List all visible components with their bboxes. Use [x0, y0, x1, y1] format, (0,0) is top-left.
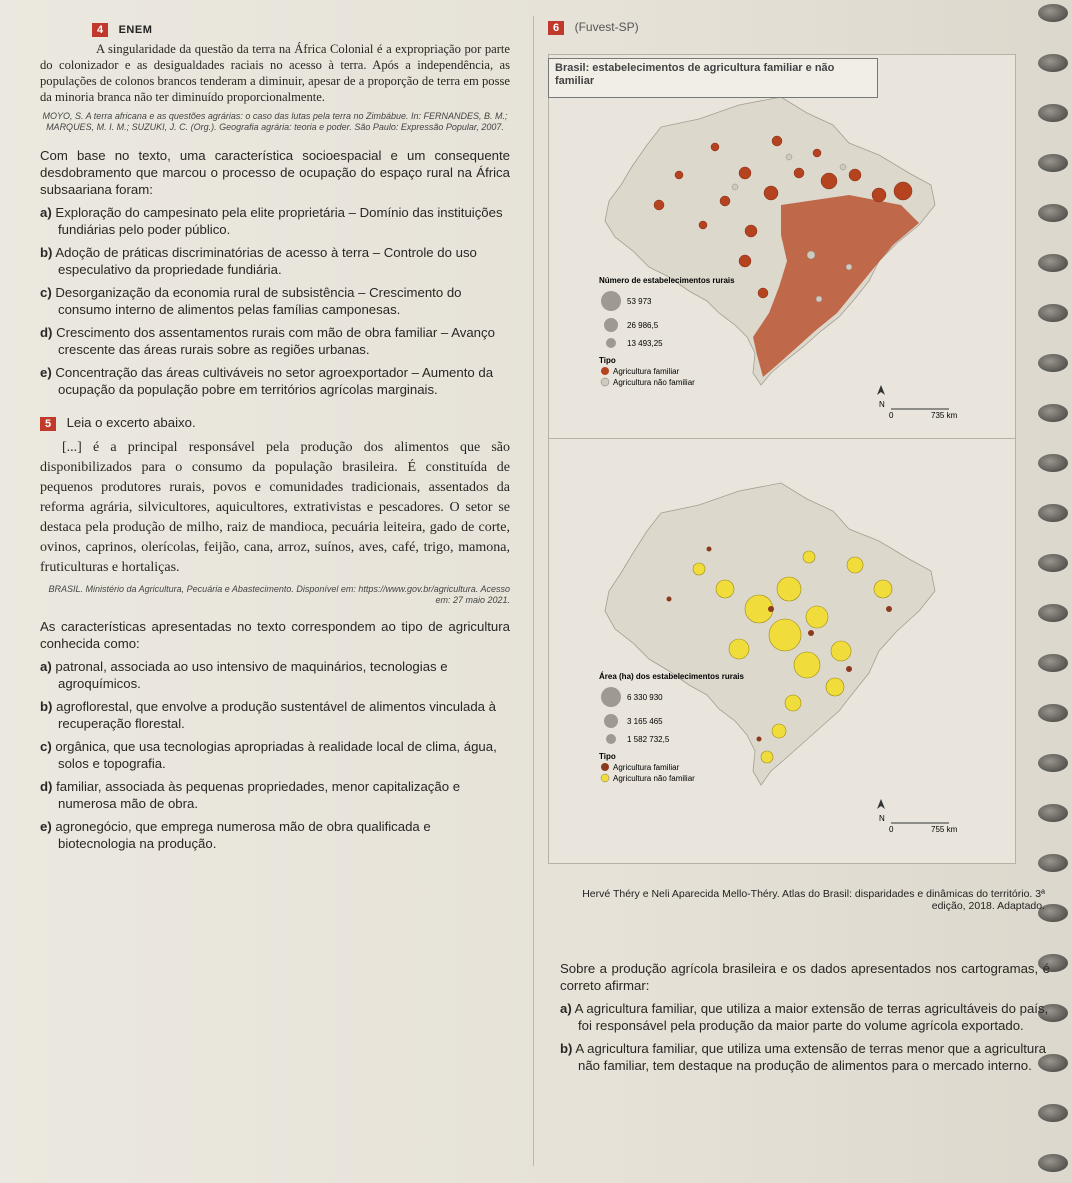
q4-option-a[interactable] — [40, 204, 510, 238]
family-bubble — [846, 666, 852, 672]
nonfamily-bubble — [785, 695, 801, 711]
family-bubble — [654, 200, 664, 210]
legend-nonfamily-swatch — [601, 378, 609, 386]
option-text: orgânica, que usa tecnologias apropriadas à realidade local de clima, água, solos e topografia. — [55, 739, 497, 771]
nonfamily-bubble — [786, 154, 792, 160]
family-bubble — [707, 547, 712, 552]
nonfamily-bubble — [732, 184, 738, 190]
binding-ring — [1038, 1154, 1068, 1172]
q5-option-d[interactable] — [40, 778, 510, 812]
q6-option-b[interactable] — [560, 1040, 1050, 1074]
question-source: (Fuvest-SP) — [574, 20, 639, 34]
north-label: N — [879, 400, 885, 409]
family-bubble — [894, 182, 912, 200]
q4-citation: MOYO, S. A terra africana e as questões agrárias: o caso das lutas pela terra no Zimbábue. In: FERNANDES, B. M.; MARQUES, M. I. M.; SUZUKI, J. C. (Org.). Geografia agrária: teoria e poder. São Paulo: Expressão Popular, 2007. — [42, 111, 508, 132]
north-arrow-icon — [877, 799, 885, 809]
q4-option-e[interactable] — [40, 364, 510, 398]
legend-nonfamily-label: Agricultura não familiar — [613, 774, 695, 783]
question-5-header — [40, 414, 510, 432]
option-letter: c) — [40, 285, 52, 300]
binding-ring — [1038, 204, 1068, 222]
nonfamily-bubble — [816, 296, 822, 302]
option-letter: a) — [40, 659, 52, 674]
legend-family-swatch — [601, 367, 609, 375]
nonfamily-bubble — [806, 606, 828, 628]
question-4-header — [92, 20, 510, 38]
legend-family-label: Agricultura familiar — [613, 367, 680, 376]
legend-type-title: Tipo — [599, 752, 616, 761]
family-bubble — [849, 169, 861, 181]
binding-ring — [1038, 804, 1068, 822]
nonfamily-bubble — [794, 652, 820, 678]
binding-ring — [1038, 1104, 1068, 1122]
family-bubble — [675, 171, 683, 179]
q5-prompt: As características apresentadas no texto correspondem ao tipo de agricultura conhecida como: — [40, 619, 510, 651]
option-letter: b) — [40, 699, 53, 714]
family-bubble — [764, 186, 778, 200]
binding-ring — [1038, 54, 1068, 72]
map-title: Brasil: estabelecimentos de agricultura familiar e não familiar — [548, 58, 878, 98]
q4-passage: A singularidade da questão da terra na África Colonial é a expropriação por parte do colonizador e as desigualdades raciais no acesso à terra. Após a independência, as populações de colonos brancos tenderam a diminuir, apesar de a proporção de terra em posse da minoria branca não ter diminuído proporcionalmente. — [40, 42, 510, 104]
binding-ring — [1038, 304, 1068, 322]
nonfamily-bubble — [826, 678, 844, 696]
q5-option-e[interactable] — [40, 818, 510, 852]
binding-ring — [1038, 354, 1068, 372]
option-text: Adoção de práticas discriminatórias de acesso à terra – Controle do uso especulativo da propriedade fundiária. — [55, 245, 477, 277]
nonfamily-bubble — [807, 251, 815, 259]
option-text: Exploração do campesinato pela elite proprietária – Domínio das instituições fundiárias pelo poder público. — [55, 205, 503, 237]
nonfamily-bubble — [729, 639, 749, 659]
question-number: 4 — [92, 23, 108, 37]
family-bubble — [813, 149, 821, 157]
binding-ring — [1038, 754, 1068, 772]
family-bubble — [739, 255, 751, 267]
question-6-header — [548, 18, 639, 36]
option-letter: d) — [40, 779, 53, 794]
q5-citation: BRASIL. Ministério da Agricultura, Pecuária e Abastecimento. Disponível em: https://www.gov.br/agricultura. Acesso em: 27 maio 2021. — [48, 584, 510, 605]
nonfamily-bubble — [803, 551, 815, 563]
option-letter: b) — [560, 1041, 573, 1056]
binding-ring — [1038, 704, 1068, 722]
option-text: Concentração das áreas cultiváveis no setor agroexportador – Aumento da ocupação da população pobre em territórios agrícolas marginais. — [55, 365, 494, 397]
left-column — [40, 20, 510, 852]
legend-family-label: Agricultura familiar — [613, 763, 680, 772]
family-bubble — [886, 606, 892, 612]
column-divider — [533, 16, 534, 1166]
family-bubble — [667, 597, 672, 602]
option-text: agronegócio, que emprega numerosa mão de obra qualificada e biotecnologia na produção. — [55, 819, 431, 851]
binding-ring — [1038, 654, 1068, 672]
legend-nonfamily-label: Agricultura não familiar — [613, 378, 695, 387]
binding-ring — [1038, 854, 1068, 872]
nonfamily-bubble — [846, 264, 852, 270]
map-1-svg — [549, 55, 1015, 439]
binding-ring — [1038, 604, 1068, 622]
family-bubble — [758, 288, 768, 298]
nonfamily-bubble — [769, 619, 801, 651]
scale-zero: 0 — [889, 825, 894, 834]
q5-options — [40, 658, 510, 852]
family-bubble — [794, 168, 804, 178]
family-bubble — [772, 136, 782, 146]
legend-bubble-large — [601, 291, 621, 311]
legend-value: 1 582 732,5 — [627, 735, 670, 744]
family-bubble — [757, 737, 762, 742]
family-bubble — [808, 630, 814, 636]
legend-value: 26 986,5 — [627, 321, 659, 330]
maps-caption: Hervé Théry e Neli Aparecida Mello-Théry. Atlas do Brasil: disparidades e dinâmicas do território. 3ª edição, 2018. Adaptado. — [582, 888, 1045, 912]
option-letter: b) — [40, 245, 53, 260]
map-2-north-scale — [877, 799, 958, 834]
legend-value: 3 165 465 — [627, 717, 663, 726]
legend-bubble-small — [606, 734, 616, 744]
binding-ring — [1038, 554, 1068, 572]
legend-bubble-medium — [604, 318, 618, 332]
family-bubble — [711, 143, 719, 151]
option-letter: e) — [40, 365, 52, 380]
scale-zero: 0 — [889, 411, 894, 420]
family-bubble — [768, 606, 774, 612]
q4-option-d[interactable] — [40, 324, 510, 358]
right-column — [560, 960, 1050, 1074]
q5-option-b[interactable] — [40, 698, 510, 732]
legend-bubble-large — [601, 687, 621, 707]
q6-option-a[interactable] — [560, 1000, 1050, 1034]
option-letter: e) — [40, 819, 52, 834]
legend-title: Área (ha) dos estabelecimentos rurais — [599, 672, 744, 681]
q5-passage: [...] é a principal responsável pela produção dos alimentos que são disponibilizados para o consumo da população brasileira. É constituída de pequenos produtores rurais, povos e comunidades tradicionais, assentados da reforma agrária, silvicultores, aquicultores, extrativistas e pescadores. O setor se destaca pela produção de milho, raiz de mandioca, pecuária leiteira, gado de corte, ovinos, caprinos, olerícolas, feijão, cana, arroz, suínos, aves, café, trigo, mamona, fruticulturas e hortaliças. — [40, 440, 510, 575]
question-number: 6 — [548, 21, 564, 35]
map-2-svg — [549, 439, 1015, 863]
binding-ring — [1038, 504, 1068, 522]
option-text: familiar, associada às pequenas propriedades, menor capitalização e numerosa mão de obra. — [56, 779, 461, 811]
q5-option-c[interactable] — [40, 738, 510, 772]
option-letter: a) — [560, 1001, 572, 1016]
question-source: ENEM — [118, 24, 153, 36]
legend-bubble-small — [606, 338, 616, 348]
q4-option-b[interactable] — [40, 244, 510, 278]
scale-km: 755 km — [931, 825, 958, 834]
option-text: patronal, associada ao uso intensivo de maquinários, tecnologias e agroquímicos. — [55, 659, 448, 691]
q4-prompt: Com base no texto, uma característica socioespacial e um consequente desdobramento que marcou o processo de ocupação do espaço rural na África subsaariana foram: — [40, 148, 510, 197]
family-bubble — [739, 167, 751, 179]
family-bubble — [699, 221, 707, 229]
question-number: 5 — [40, 417, 56, 431]
nonfamily-bubble — [772, 724, 786, 738]
q4-option-c[interactable] — [40, 284, 510, 318]
nonfamily-bubble — [693, 563, 705, 575]
nonfamily-bubble — [840, 164, 846, 170]
legend-value: 6 330 930 — [627, 693, 663, 702]
legend-value: 13 493,25 — [627, 339, 663, 348]
nonfamily-bubble — [777, 577, 801, 601]
scale-km: 735 km — [931, 411, 958, 420]
binding-ring — [1038, 454, 1068, 472]
map-1-north-scale — [877, 385, 958, 420]
legend-family-swatch — [601, 763, 609, 771]
legend-type-title: Tipo — [599, 356, 616, 365]
binding-ring — [1038, 104, 1068, 122]
legend-nonfamily-swatch — [601, 774, 609, 782]
binding-ring — [1038, 154, 1068, 172]
q5-intro: Leia o excerto abaixo. — [66, 415, 196, 430]
map-family-establishments — [548, 54, 1016, 440]
family-bubble — [821, 173, 837, 189]
option-text: agroflorestal, que envolve a produção sustentável de alimentos vinculada à recuperação florestal. — [56, 699, 496, 731]
nonfamily-bubble — [831, 641, 851, 661]
option-text: A agricultura familiar, que utiliza a maior extensão de terras agricultáveis do país, foi responsável pela produção da maior parte do volume agrícola exportado. — [574, 1001, 1049, 1033]
option-text: Crescimento dos assentamentos rurais com mão de obra familiar – Avanço crescente das áreas rurais sobre as regiões urbanas. — [56, 325, 495, 357]
nonfamily-bubble — [716, 580, 734, 598]
q5-option-a[interactable] — [40, 658, 510, 692]
option-text: A agricultura familiar, que utiliza uma extensão de terras menor que a agricultura não familiar, tem destaque na produção de alimentos para o mercado interno. — [575, 1041, 1046, 1073]
option-letter: c) — [40, 739, 52, 754]
north-label: N — [879, 814, 885, 823]
binding-ring — [1038, 404, 1068, 422]
legend-value: 53 973 — [627, 297, 652, 306]
legend-bubble-medium — [604, 714, 618, 728]
legend-title: Número de estabelecimentos rurais — [599, 276, 735, 285]
map-family-area — [548, 438, 1016, 864]
nonfamily-bubble — [874, 580, 892, 598]
binding-ring — [1038, 4, 1068, 22]
north-arrow-icon — [877, 385, 885, 395]
q4-options — [40, 204, 510, 398]
option-text: Desorganização da economia rural de subsistência – Crescimento do consumo interno de alimentos pelas famílias camponesas. — [55, 285, 462, 317]
option-letter: d) — [40, 325, 53, 340]
family-bubble — [720, 196, 730, 206]
q6-prompt: Sobre a produção agrícola brasileira e os dados apresentados nos cartogramas, é correto afirmar: — [560, 961, 1050, 993]
nonfamily-bubble — [847, 557, 863, 573]
option-letter: a) — [40, 205, 52, 220]
family-bubble — [872, 188, 886, 202]
family-bubble — [745, 225, 757, 237]
binding-ring — [1038, 254, 1068, 272]
nonfamily-bubble — [761, 751, 773, 763]
